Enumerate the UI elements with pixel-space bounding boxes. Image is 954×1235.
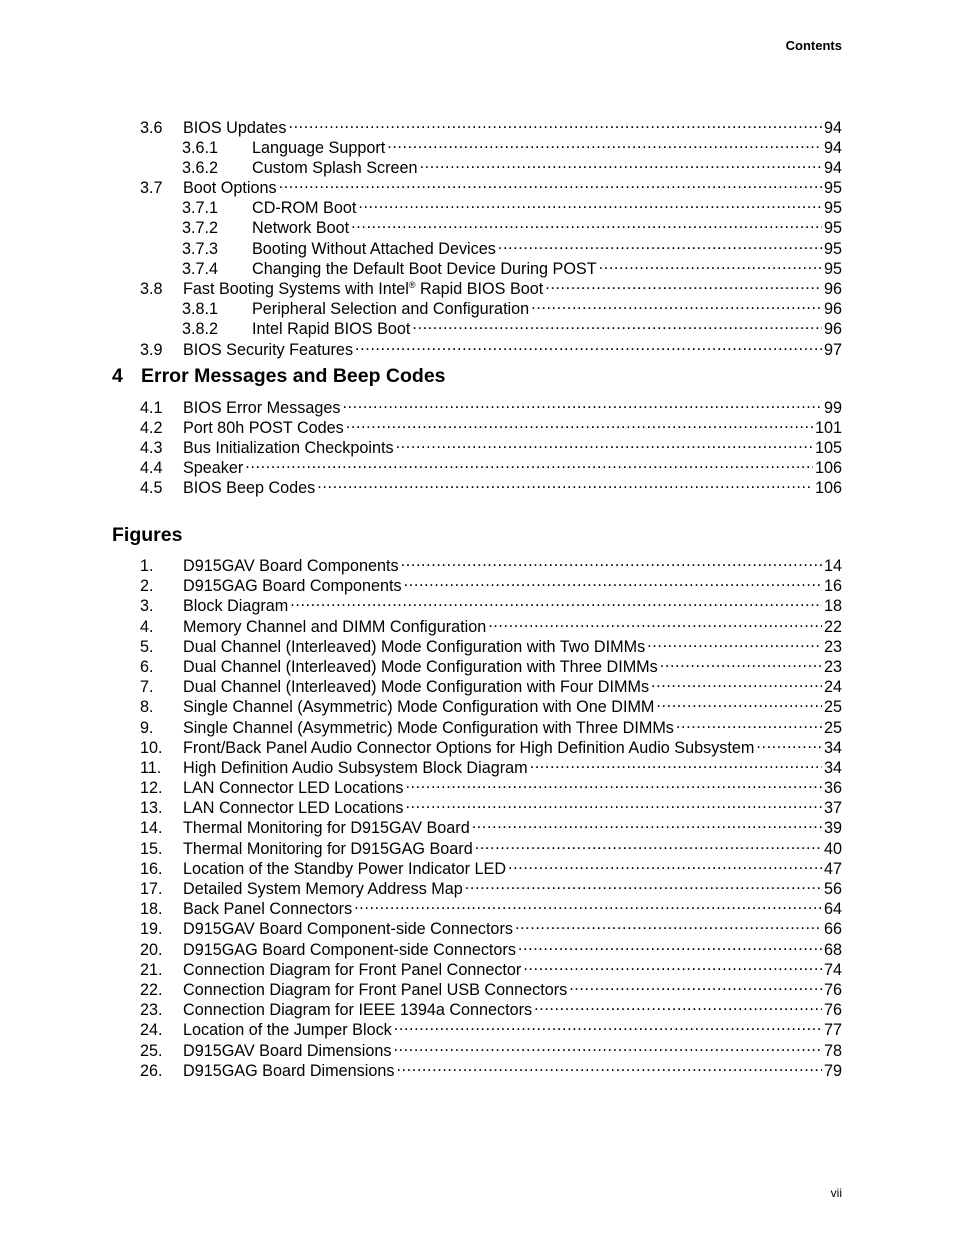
entry-number: 26.	[140, 1061, 163, 1080]
dot-leader	[412, 314, 822, 334]
entry-title: D915GAV Board Dimensions	[183, 1041, 392, 1060]
entry-number: 3.6.1	[182, 138, 219, 157]
entry-number: 22.	[140, 980, 163, 999]
dot-leader	[404, 571, 822, 591]
entry-number: 1.	[140, 557, 154, 575]
entry-number: 25.	[140, 1041, 163, 1060]
entry-page-number: 76	[823, 980, 842, 999]
entry-page-number: 96	[823, 280, 842, 298]
toc-entry[interactable]	[140, 213, 842, 238]
dot-leader	[569, 975, 822, 995]
entry-number: 2.	[140, 577, 154, 596]
toc-entry[interactable]	[140, 733, 842, 757]
entry-number: 17.	[140, 880, 163, 898]
entry-title: Detailed System Memory Address Map	[183, 880, 463, 898]
toc-entry[interactable]	[140, 935, 842, 959]
toc-entry[interactable]	[140, 113, 842, 137]
entry-title: Block Diagram	[183, 597, 289, 616]
entry-number: 4.2	[140, 418, 163, 437]
dot-leader	[405, 773, 822, 793]
entry-page-number: 25	[823, 718, 842, 737]
toc-entry[interactable]	[140, 652, 842, 676]
entry-page-number: 94	[823, 118, 842, 137]
toc-entry[interactable]	[140, 672, 842, 697]
toc-entry[interactable]	[140, 133, 842, 157]
entry-page-number: 79	[823, 1061, 842, 1080]
dot-leader	[651, 672, 822, 692]
entry-title: Bus Initialization Checkpoints	[183, 438, 394, 457]
toc-entry[interactable]	[140, 433, 842, 457]
toc-entry[interactable]	[140, 894, 842, 919]
entry-title: D915GAG Board Components	[183, 577, 402, 596]
dot-leader	[523, 955, 822, 975]
entry-page-number: 24	[823, 678, 842, 697]
entry-number: 5.	[140, 637, 154, 656]
toc-section-3	[140, 113, 842, 359]
entry-page-number: 22	[823, 617, 842, 636]
entry-number: 3.7.1	[182, 199, 219, 218]
entry-number: 9.	[140, 718, 154, 737]
toc-entry[interactable]	[140, 713, 842, 737]
entry-page-number: 96	[823, 300, 842, 319]
entry-number: 7.	[140, 678, 154, 697]
dot-leader	[515, 914, 822, 934]
entry-page-number: 40	[823, 839, 842, 858]
entry-page-number: 95	[823, 179, 842, 198]
toc-entry[interactable]	[140, 591, 842, 616]
dot-leader	[393, 1036, 822, 1056]
chapter-title: Error Messages and Beep Codes	[141, 365, 446, 387]
entry-title: Dual Channel (Interleaved) Mode Configuration with Two DIMMs	[183, 637, 646, 656]
entry-title: Single Channel (Asymmetric) Mode Configuration with One DIMM	[183, 698, 655, 717]
entry-page-number: 78	[823, 1041, 842, 1060]
entry-page-number: 68	[823, 940, 842, 959]
dot-leader	[358, 193, 822, 213]
entry-number: 23.	[140, 1001, 163, 1020]
entry-number: 3.7.4	[182, 259, 219, 278]
entry-number: 3.8.2	[182, 320, 219, 339]
toc-entry[interactable]	[140, 793, 842, 818]
entry-title: Custom Splash Screen	[252, 158, 418, 177]
dot-leader	[475, 834, 822, 854]
entry-number: 4.5	[140, 479, 163, 498]
entry-number: 14.	[140, 819, 163, 838]
entry-number: 24.	[140, 1021, 163, 1040]
entry-title: Thermal Monitoring for D915GAV Board	[183, 819, 470, 838]
entry-title: D915GAV Board Components	[183, 557, 399, 575]
entry-number: 18.	[140, 900, 163, 919]
toc-entry[interactable]	[140, 834, 842, 858]
entry-number: 3.7.2	[182, 219, 219, 238]
entry-page-number: 95	[823, 199, 842, 218]
entry-title: Location of the Standby Power Indicator LED	[183, 859, 507, 878]
entry-number: 16.	[140, 859, 163, 878]
dot-leader	[472, 813, 822, 833]
entry-number: 12.	[140, 779, 163, 798]
entry-page-number: 36	[823, 779, 842, 798]
entry-page-number: 95	[823, 239, 842, 258]
page-number: vii	[830, 1186, 842, 1200]
toc-entry[interactable]	[140, 854, 842, 878]
entry-title: Peripheral Selection and Configuration	[252, 300, 530, 319]
entry-title: Front/Back Panel Audio Connector Options for High Definition Audio Subsystem	[183, 738, 755, 757]
dot-leader	[488, 612, 822, 632]
entry-title: Booting Without Attached Devices	[252, 239, 496, 258]
entry-number: 3.9	[140, 340, 163, 359]
entry-number: 3.8	[140, 280, 163, 298]
toc-entry[interactable]	[140, 914, 842, 939]
toc-entry[interactable]	[140, 753, 842, 777]
entry-page-number: 23	[823, 657, 842, 676]
entry-number: 19.	[140, 920, 163, 939]
entry-page-number: 95	[823, 219, 842, 238]
toc-entry[interactable]	[140, 314, 842, 339]
dot-leader	[355, 335, 822, 355]
toc-chapter-4	[140, 393, 842, 498]
entry-page-number: 34	[823, 758, 842, 777]
dot-leader	[676, 713, 822, 733]
dot-leader	[288, 113, 822, 133]
dot-leader	[351, 213, 822, 233]
toc-figures	[140, 551, 842, 1080]
entry-page-number: 39	[823, 819, 842, 838]
entry-number: 3.6.2	[182, 158, 219, 177]
entry-page-number: 25	[823, 698, 842, 717]
dot-leader	[387, 133, 822, 153]
entry-title: Connection Diagram for Front Panel Connector	[183, 960, 522, 979]
entry-page-number: 105	[814, 438, 842, 457]
entry-page-number: 47	[823, 859, 842, 878]
entry-number: 11.	[140, 758, 162, 777]
dot-leader	[396, 433, 813, 453]
entry-number: 4.3	[140, 438, 163, 457]
entry-number: 21.	[140, 960, 163, 979]
dot-leader	[518, 935, 822, 955]
entry-page-number: 76	[823, 1001, 842, 1020]
toc-entry[interactable]	[140, 612, 842, 636]
toc-entry[interactable]	[140, 1036, 842, 1060]
entry-page-number: 106	[814, 479, 842, 498]
toc-entry[interactable]	[140, 173, 842, 198]
entry-title: BIOS Beep Codes	[183, 479, 316, 498]
toc-entry[interactable]	[140, 453, 842, 478]
toc-entry[interactable]	[140, 473, 842, 498]
entry-title: Speaker	[183, 459, 244, 478]
dot-leader	[531, 294, 822, 314]
entry-title-part: Fast Booting Systems with Intel	[183, 280, 409, 298]
toc-entry[interactable]	[140, 955, 842, 979]
entry-page-number: 94	[823, 158, 842, 177]
entry-title: Network Boot	[252, 219, 350, 238]
toc-entry[interactable]	[140, 813, 842, 838]
entry-title-part: Rapid BIOS Boot	[415, 280, 544, 298]
entry-title: Back Panel Connectors	[183, 900, 353, 919]
entry-title: High Definition Audio Subsystem Block Diagram	[183, 758, 528, 777]
entry-title: Connection Diagram for IEEE 1394a Connectors	[183, 1001, 533, 1020]
entry-number: 3.7	[140, 179, 163, 198]
entry-title: D915GAG Board Dimensions	[183, 1061, 395, 1080]
toc-entry[interactable]	[140, 773, 842, 798]
entry-number: 8.	[140, 698, 154, 717]
toc-entry[interactable]	[140, 1056, 842, 1080]
entry-title: Boot Options	[183, 179, 277, 198]
toc-entry[interactable]	[140, 571, 842, 596]
dot-leader	[317, 473, 813, 493]
entry-title: Dual Channel (Interleaved) Mode Configuration with Three DIMMs	[183, 657, 658, 676]
toc-entry[interactable]	[140, 413, 842, 437]
entry-title: CD-ROM Boot	[252, 199, 357, 218]
entry-title: Changing the Default Boot Device During POST	[252, 259, 597, 278]
toc-entry[interactable]	[140, 874, 842, 898]
entry-page-number: 97	[823, 340, 842, 359]
entry-title: Thermal Monitoring for D915GAG Board	[183, 839, 473, 858]
toc-entry[interactable]	[140, 234, 842, 258]
toc-entry[interactable]	[140, 692, 842, 717]
dot-leader	[420, 153, 822, 173]
entry-title: D915GAV Board Component-side Connectors	[183, 920, 513, 939]
dot-leader	[545, 274, 822, 294]
toc-entry[interactable]	[140, 975, 842, 999]
dot-leader	[534, 995, 822, 1015]
entry-page-number: 106	[814, 459, 842, 478]
entry-title: Location of the Jumper Block	[183, 1021, 392, 1040]
entry-page-number: 66	[823, 920, 842, 939]
entry-title: BIOS Updates	[183, 118, 287, 137]
toc-entry[interactable]	[140, 335, 842, 359]
dot-leader	[354, 894, 822, 914]
dot-leader	[530, 753, 822, 773]
toc-entry[interactable]	[140, 551, 842, 575]
toc-entry[interactable]	[140, 274, 842, 298]
dot-leader	[465, 874, 822, 894]
entry-page-number: 64	[823, 900, 842, 919]
entry-title: Language Support	[252, 138, 386, 157]
dot-leader	[599, 254, 822, 274]
toc-entry[interactable]	[140, 254, 842, 278]
entry-title: D915GAG Board Component-side Connectors	[183, 940, 516, 959]
entry-title: Memory Channel and DIMM Configuration	[183, 617, 487, 636]
entry-page-number: 101	[814, 418, 842, 437]
entry-number: 15.	[140, 839, 163, 858]
running-header: Contents	[785, 38, 842, 53]
entry-page-number: 34	[823, 738, 842, 757]
dot-leader	[508, 854, 822, 874]
figures-heading: Figures	[112, 524, 183, 546]
entry-page-number: 23	[823, 637, 842, 656]
dot-leader	[245, 453, 813, 473]
toc-entry[interactable]	[140, 193, 842, 218]
entry-number: 4.4	[140, 459, 163, 478]
entry-number: 6.	[140, 657, 154, 676]
toc-entry[interactable]	[140, 153, 842, 177]
entry-number: 20.	[140, 940, 163, 959]
entry-page-number: 74	[823, 960, 842, 979]
entry-page-number: 16	[823, 577, 842, 596]
dot-leader	[396, 1056, 822, 1076]
registered-mark: ®	[408, 280, 416, 290]
entry-title: BIOS Error Messages	[183, 398, 341, 417]
entry-page-number: 14	[823, 557, 842, 575]
entry-title: Single Channel (Asymmetric) Mode Configuration with Three DIMMs	[183, 718, 674, 737]
entry-number: 4.	[140, 617, 154, 636]
chapter-number: 4	[112, 365, 123, 387]
entry-title: Intel Rapid BIOS Boot	[252, 320, 411, 339]
entry-number: 4.1	[140, 398, 163, 417]
dot-leader	[405, 793, 822, 813]
entry-number: 13.	[140, 799, 163, 818]
toc-entry[interactable]	[140, 1015, 842, 1040]
entry-title: BIOS Security Features	[183, 340, 354, 359]
entry-number: 3.8.1	[182, 300, 219, 319]
entry-number: 3.7.3	[182, 239, 219, 258]
chapter-heading[interactable]	[112, 365, 446, 388]
dot-leader	[660, 652, 822, 672]
dot-leader	[279, 173, 822, 193]
dot-leader	[647, 632, 822, 652]
entry-page-number: 77	[823, 1021, 842, 1040]
dot-leader	[342, 393, 822, 413]
dot-leader	[290, 591, 822, 611]
dot-leader	[656, 692, 822, 712]
dot-leader	[394, 1015, 822, 1035]
entry-page-number: 18	[823, 597, 842, 616]
entry-title: LAN Connector LED Locations	[183, 799, 404, 818]
entry-title: Port 80h POST Codes	[183, 418, 344, 437]
entry-page-number: 94	[823, 138, 842, 157]
dot-leader	[346, 413, 813, 433]
entry-title: LAN Connector LED Locations	[183, 779, 404, 798]
dot-leader	[498, 234, 822, 254]
entry-page-number: 96	[823, 320, 842, 339]
toc-entry[interactable]	[140, 632, 842, 656]
entry-number: 3.6	[140, 118, 163, 137]
entry-title: Connection Diagram for Front Panel USB Connectors	[183, 980, 568, 999]
entry-page-number: 37	[823, 799, 842, 818]
entry-number: 3.	[140, 597, 154, 616]
entry-number: 10.	[140, 738, 163, 757]
toc-entry[interactable]	[140, 995, 842, 1020]
dot-leader	[756, 733, 822, 753]
dot-leader	[401, 551, 822, 571]
toc-entry[interactable]	[140, 393, 842, 417]
toc-entry[interactable]	[140, 294, 842, 319]
entry-page-number: 95	[823, 259, 842, 278]
entry-title: Dual Channel (Interleaved) Mode Configuration with Four DIMMs	[183, 678, 650, 697]
entry-page-number: 56	[823, 880, 842, 898]
entry-page-number: 99	[823, 398, 842, 417]
